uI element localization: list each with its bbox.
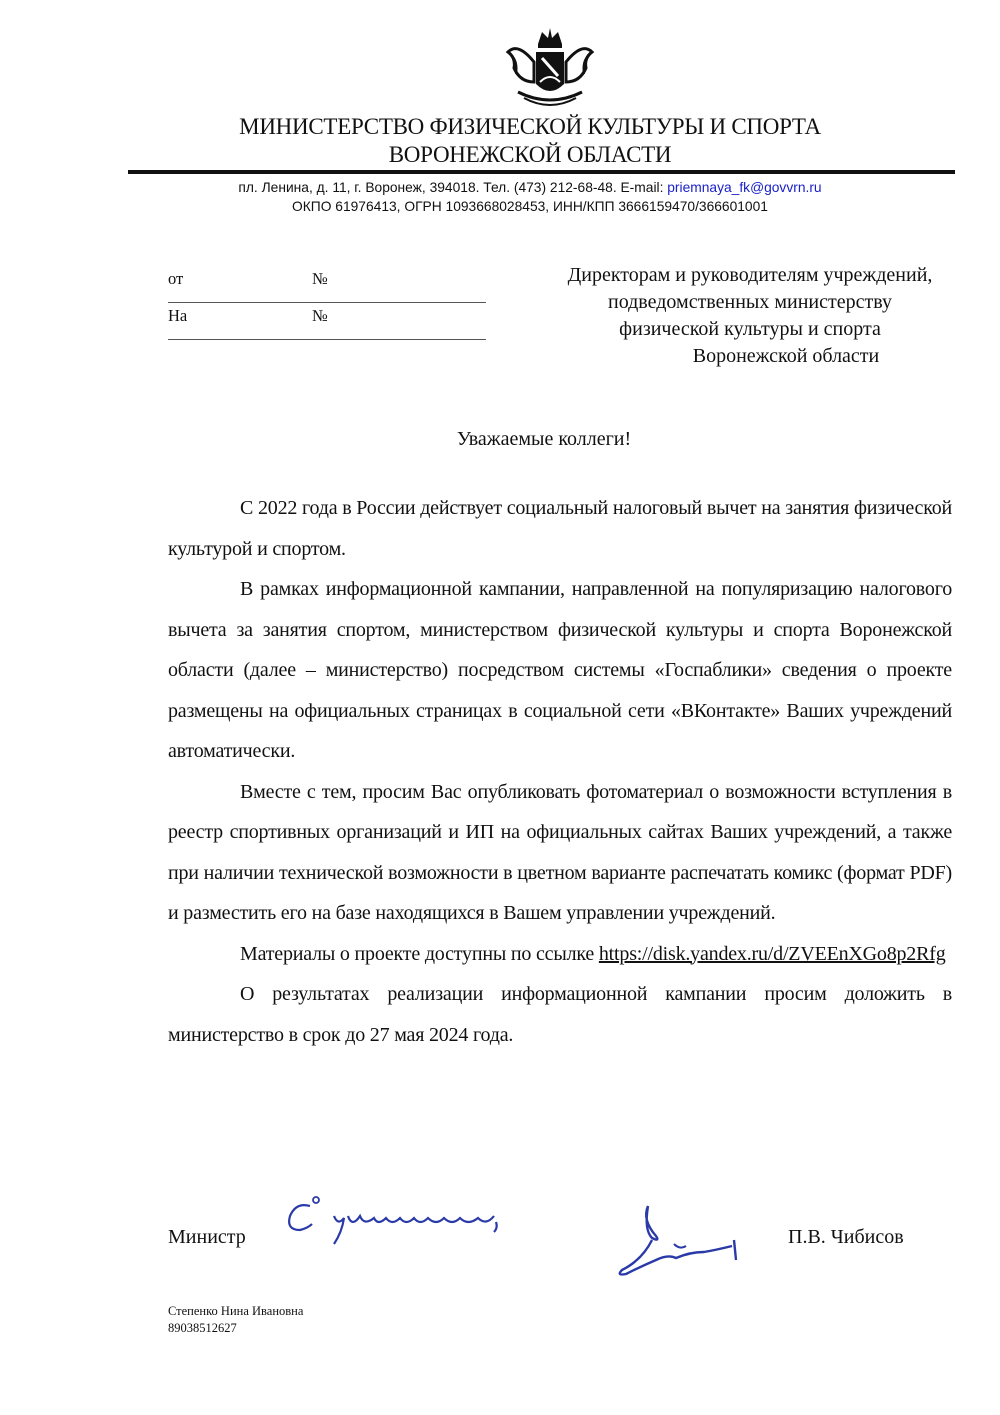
paragraph-4	[168, 934, 952, 975]
org-title-line-1: МИНИСТЕРСТВО ФИЗИЧЕСКОЙ КУЛЬТУРЫ И СПОРТА	[239, 114, 821, 140]
org-title-line-2: ВОРОНЕЖСКОЙ ОБЛАСТИ	[388, 142, 672, 168]
recipient-line-2: подведомственных министерству	[608, 291, 892, 313]
recipient-line-4: Воронежской области	[692, 345, 880, 367]
signer-role: Министр	[168, 1226, 246, 1248]
header-rule-thick	[128, 170, 955, 174]
from-label: от	[168, 269, 184, 288]
to-number-label: №	[312, 306, 328, 325]
reference-from-row	[168, 266, 486, 303]
address-text: пл. Ленина, д. 11, г. Воронеж, 394018. Тел. (473) 212-68-48. E-mail:	[238, 180, 668, 195]
recipient-line-3: физической культуры и спорта	[619, 318, 881, 340]
paragraph-5: О результатах реализации информационной кампании просим доложить в министерство в срок до 27 мая 2024 года.	[168, 983, 952, 1046]
reference-to-row	[168, 303, 486, 340]
organization-title	[138, 113, 922, 169]
coat-of-arms-icon	[498, 22, 602, 114]
recipient-line-1: Директорам и руководителям учреждений,	[567, 264, 933, 286]
from-number-label: №	[312, 269, 328, 288]
recipient-block	[520, 262, 980, 370]
signature-row	[168, 1222, 928, 1282]
registry-line: ОКПО 61976413, ОГРН 1093668028453, ИНН/КПП 3666159470/366601001	[292, 199, 768, 214]
executor-block	[168, 1303, 303, 1337]
materials-link[interactable]: https://disk.yandex.ru/d/ZVEEnXGo8p2Rfg	[598, 942, 946, 965]
paragraph-2: В рамках информационной кампании, направленной на популяризацию налогового вычета за занятия спортом, министерством физической культуры и спорта Воронежской области (далее – министерство) посредством системы «Госпаблики» сведения о проекте размещены на официальных страницах в социальной сети «ВКонтакте» Ваших учреждений автоматически.	[168, 578, 952, 762]
paragraph-1: С 2022 года в России действует социальный налоговый вычет на занятия физической культурой и спортом.	[168, 497, 952, 560]
letter-body	[168, 488, 952, 1055]
executor-phone: 89038512627	[168, 1321, 237, 1335]
materials-text: Материалы о проекте доступны по ссылке	[240, 942, 599, 965]
to-label: На	[168, 306, 188, 325]
signature-icon	[612, 1200, 762, 1290]
executor-name: Степенко Нина Ивановна	[168, 1304, 304, 1318]
contact-block	[130, 178, 930, 216]
email-link[interactable]: priemnaya_fk@govvrn.ru	[667, 180, 822, 195]
signer-name: П.В. Чибисов	[788, 1226, 904, 1248]
greeting: Уважаемые коллеги!	[456, 428, 632, 450]
reference-block	[168, 266, 486, 340]
address-line	[130, 178, 930, 197]
paragraph-3: Вместе с тем, просим Вас опубликовать фотоматериал о возможности вступления в реестр спортивных организаций и ИП на официальных сайтах Ваших учреждений, а также при наличии технической возможности в цветном варианте распечатать комикс (формат PDF) и разместить его на базе находящихся в Вашем управлении учреждений.	[168, 780, 952, 924]
